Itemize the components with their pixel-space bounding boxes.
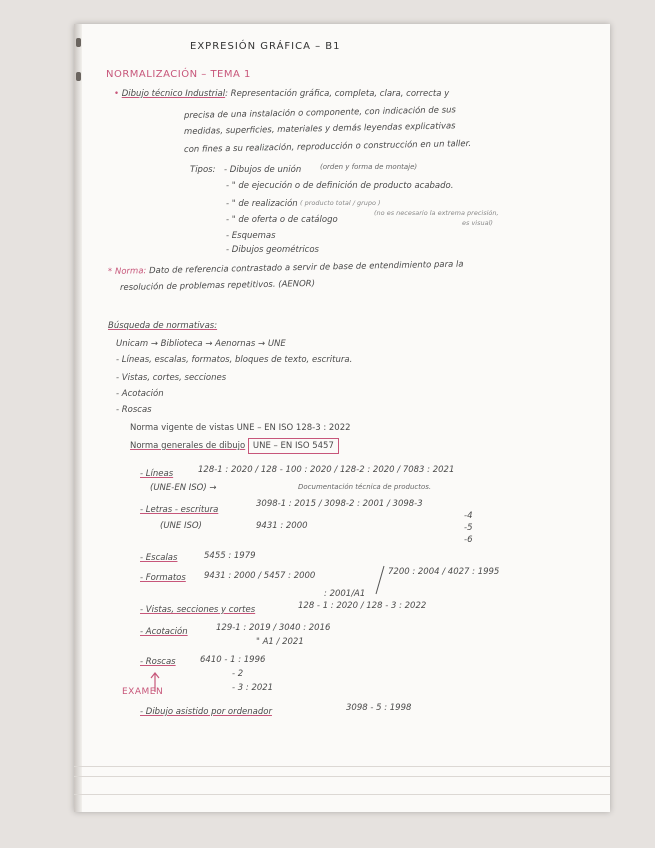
tipo-item: - Esquemas xyxy=(226,231,276,241)
tipo-note: ( producto total / grupo ) xyxy=(300,199,381,207)
escalas-label: - Escalas xyxy=(140,553,178,563)
lineas-label: - Líneas xyxy=(140,469,174,479)
roscas-value: - 3 : 2021 xyxy=(232,683,274,693)
tipo-item: - " de realización xyxy=(226,199,298,209)
intro-line: medidas, superficies, materiales y demás leyendas explicativas xyxy=(183,121,456,137)
letras-ext: -4 xyxy=(464,511,473,521)
norma-line: * Norma: Dato de referencia contrastado a servir de base de entendimiento para la xyxy=(107,259,464,277)
busqueda-item: - Acotación xyxy=(116,389,164,399)
roscas-value: 6410 - 1 : 1996 xyxy=(200,655,266,665)
examen-label: EXAMEN xyxy=(122,687,164,697)
divider xyxy=(74,776,610,777)
busqueda-item: - Roscas xyxy=(116,405,152,415)
section-title: NORMALIZACIÓN – TEMA 1 xyxy=(106,69,251,80)
norma-vigente: Norma vigente de vistas UNE – EN ISO 128-3 : 2022 xyxy=(130,423,351,433)
lineas-note: Documentación técnica de productos. xyxy=(298,483,432,491)
asistido-value: 3098 - 5 : 1998 xyxy=(346,703,412,713)
divider xyxy=(74,794,610,795)
intro-line: precisa de una instalación o componente, con indicación de sus xyxy=(183,105,457,121)
roscas-label: - Roscas xyxy=(140,657,176,667)
tipos-label: Tipos: xyxy=(190,165,216,175)
busqueda-item: - Líneas, escalas, formatos, bloques de texto, escritura. xyxy=(116,355,353,365)
busqueda-path: Unicam → Biblioteca → Aenornas → UNE xyxy=(116,339,286,349)
acotacion-label: - Acotación xyxy=(140,627,188,637)
norma-generales: Norma generales de dibujo UNE – EN ISO 5457 xyxy=(130,442,339,451)
vistas-label: - Vistas, secciones y cortes xyxy=(140,605,256,615)
tipo-item: - " de oferta o de catálogo xyxy=(226,215,338,225)
tipo-item: - " de ejecución o de definición de producto acabado. xyxy=(226,181,454,191)
binding-hole xyxy=(76,72,81,81)
lineas-sub: (UNE-EN ISO) → xyxy=(150,483,217,493)
letras-label: - Letras - escritura xyxy=(140,505,219,515)
acotacion-value: 129-1 : 2019 / 3040 : 2016 xyxy=(216,623,331,633)
tipo-item: - Dibujos geométricos xyxy=(226,245,319,255)
letras-value: 9431 : 2000 xyxy=(256,521,308,531)
formatos-value: 9431 : 2000 / 5457 : 2000 xyxy=(204,571,316,581)
letras-value: 3098-1 : 2015 / 3098-2 : 2001 / 3098-3 xyxy=(256,499,423,509)
norma-box: UNE – EN ISO 5457 xyxy=(248,438,339,454)
divider xyxy=(74,766,610,767)
acotacion-value: " A1 / 2021 xyxy=(256,637,304,647)
bracket-line xyxy=(374,564,386,596)
binding-edge xyxy=(74,24,82,812)
norma-line: resolución de problemas repetitivos. (AENOR) xyxy=(119,278,316,293)
tipo-note: es visual) xyxy=(462,219,493,227)
intro-line: • Dibujo técnico Industrial: Representación gráfica, completa, clara, correcta y xyxy=(114,89,450,99)
formatos-value: 7200 : 2004 / 4027 : 1995 xyxy=(388,567,500,577)
lineas-value: 128-1 : 2020 / 128 - 100 : 2020 / 128-2 : 2020 / 7083 : 2021 xyxy=(198,465,455,475)
escalas-value: 5455 : 1979 xyxy=(204,551,256,561)
notebook-page xyxy=(74,24,610,812)
formatos-label: - Formatos xyxy=(140,573,186,583)
letras-ext: -6 xyxy=(464,535,473,545)
tipo-item: - Dibujos de unión xyxy=(224,165,302,175)
binding-hole xyxy=(76,38,81,47)
page-title: EXPRESIÓN GRÁFICA – B1 xyxy=(190,41,341,52)
busqueda-item: - Vistas, cortes, secciones xyxy=(116,373,227,383)
busqueda-title: Búsqueda de normativas: xyxy=(108,321,218,331)
roscas-value: - 2 xyxy=(232,669,244,679)
asistido-line: - Dibujo asistido por ordenador xyxy=(140,707,272,717)
letras-sub: (UNE ISO) xyxy=(160,521,202,531)
vistas-value: 128 - 1 : 2020 / 128 - 3 : 2022 xyxy=(298,601,427,611)
tipo-note: (orden y forma de montaje) xyxy=(320,163,418,171)
formatos-value: : 2001/A1 xyxy=(324,589,366,599)
letras-ext: -5 xyxy=(464,523,473,533)
intro-line: con fines a su realización, reproducción o construcción en un taller. xyxy=(183,138,472,155)
tipo-note: (no es necesario la extrema precisión, xyxy=(374,209,499,217)
